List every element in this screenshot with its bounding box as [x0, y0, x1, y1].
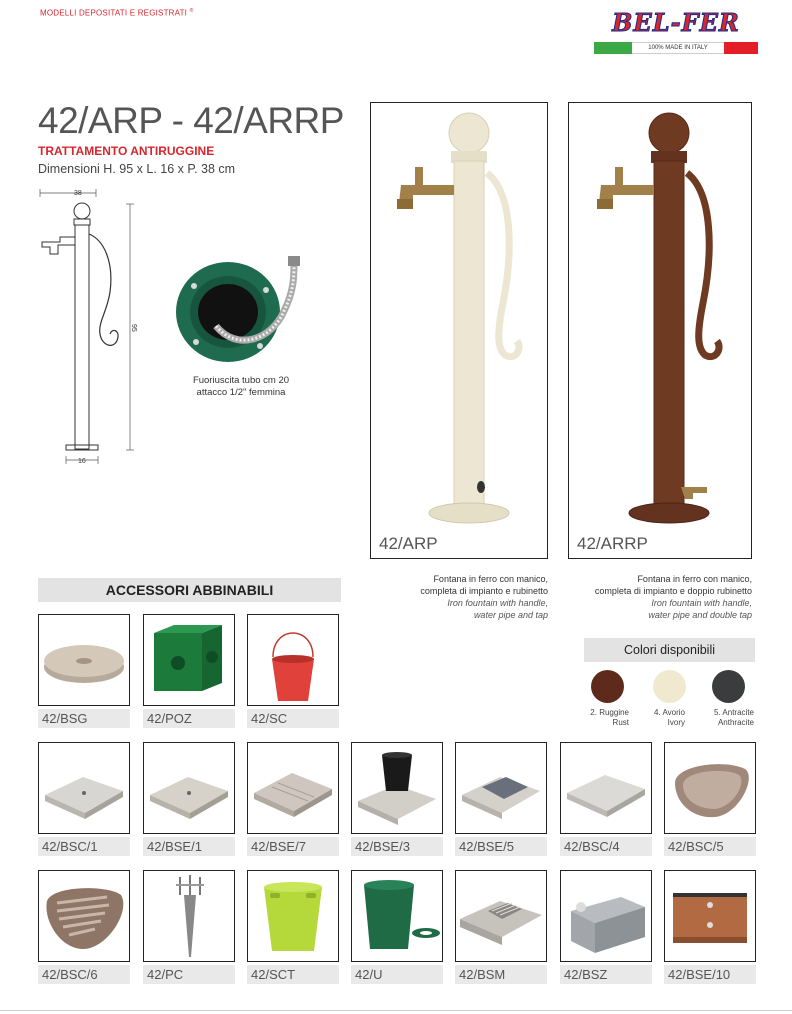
- dim-width-label: 38: [74, 190, 82, 197]
- accessory-item: 42/BSE/1: [143, 742, 235, 856]
- red-bucket-image: [247, 614, 339, 706]
- pebble-base-image: [455, 742, 547, 834]
- brand-name: BEL-FER: [612, 8, 740, 37]
- grid-base-image: [455, 870, 547, 962]
- green-bucket-image: [247, 870, 339, 962]
- pipe-outlet-caption: Fuoriuscita tubo cm 20 attacco 1/2" femmina: [192, 375, 290, 398]
- accessory-item: 42/BSC/6: [38, 870, 130, 984]
- concrete-base-image: [560, 742, 652, 834]
- color-label-rust: 2. Ruggine Rust: [590, 708, 629, 727]
- pipe-outlet-image: [176, 256, 306, 371]
- color-label-anthracite: 5. Antracite Anthracite: [713, 708, 754, 727]
- accessories-heading: ACCESSORI ABBINABILI: [38, 578, 341, 602]
- brand-logo: [594, 8, 758, 58]
- drop-base-image: [664, 742, 756, 834]
- ground-spike-image: [143, 870, 235, 962]
- technical-drawing: [36, 182, 146, 467]
- italy-flag: [594, 42, 758, 54]
- product-dimensions: Dimensioni H. 95 x L. 16 x P. 38 cm: [38, 162, 236, 176]
- registered-models-note: MODELLI DEPOSITATI E REGISTRATI ®: [40, 8, 194, 18]
- accessory-item: 42/BSM: [455, 870, 547, 984]
- accessory-item: 42/BSE/3: [351, 742, 443, 856]
- product-photo-arrp: [568, 102, 752, 559]
- made-in-italy-label: 100% MADE IN ITALY: [632, 42, 724, 54]
- product-code-arrp: 42/ARRP: [577, 534, 648, 553]
- description-arp: Fontana in ferro con manico, completa di impianto e rubinetto Iron fountain with handle, water pipe and tap: [420, 574, 548, 620]
- product-subtitle: TRATTAMENTO ANTIRUGGINE: [38, 144, 215, 158]
- color-swatch-anthracite: [712, 670, 745, 703]
- concrete-base-image: [38, 742, 130, 834]
- base-with-bucket-image: [351, 742, 443, 834]
- page-bottom-rule: [0, 1010, 792, 1011]
- product-photo-arp: [370, 102, 548, 559]
- accessory-item: 42/SCT: [247, 870, 339, 984]
- accessory-item: 42/BSC/1: [38, 742, 130, 856]
- fountain-rust-image: [569, 103, 751, 528]
- accessory-item: 42/BSZ: [560, 870, 652, 984]
- accessory-item: 42/BSE/7: [247, 742, 339, 856]
- color-swatch-ivory: [653, 670, 686, 703]
- product-code-arp: 42/ARP: [379, 534, 438, 553]
- product-title: 42/ARP - 42/ARRP: [38, 100, 344, 141]
- green-planter-image: [351, 870, 443, 962]
- stone-base-image: [38, 614, 130, 706]
- accessory-item: 42/BSC/5: [664, 742, 756, 856]
- accessory-item: 42/SC: [247, 614, 339, 728]
- dim-base-label: 16: [78, 458, 86, 465]
- dim-height-label: 95: [130, 324, 137, 332]
- green-well-image: [143, 614, 235, 706]
- description-arrp: Fontana in ferro con manico, completa di impianto e doppio rubinetto Iron fountain with handle, water pipe and double tap: [594, 574, 752, 620]
- color-swatch-rust: [591, 670, 624, 703]
- accessory-item: 42/BSE/5: [455, 742, 547, 856]
- concrete-base-image: [143, 742, 235, 834]
- concrete-base-image: [247, 742, 339, 834]
- accessory-item: 42/U: [351, 870, 443, 984]
- accessory-item: 42/BSE/10: [664, 870, 756, 984]
- corten-base-image: [664, 870, 756, 962]
- accessory-item: 42/BSG: [38, 614, 130, 728]
- metal-bracket-image: [560, 870, 652, 962]
- color-label-ivory: 4. Avorio Ivory: [654, 708, 685, 727]
- drop-grid-base-image: [38, 870, 130, 962]
- fountain-ivory-image: [371, 103, 547, 528]
- colors-heading: Colori disponibili: [584, 638, 755, 662]
- accessory-item: 42/BSC/4: [560, 742, 652, 856]
- accessory-item: 42/POZ: [143, 614, 235, 728]
- accessory-item: 42/PC: [143, 870, 235, 984]
